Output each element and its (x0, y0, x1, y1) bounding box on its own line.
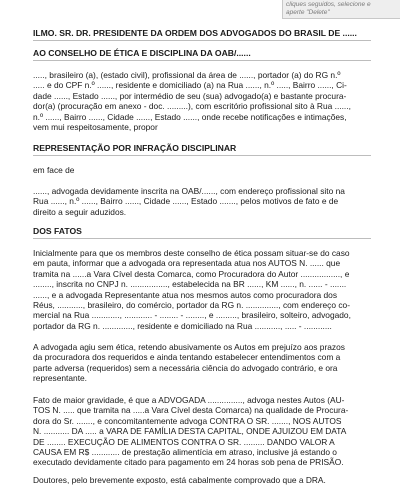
heading-facts: DOS FATOS (33, 226, 82, 236)
text-line: dade ......, Estado ......, por intermédio de seu (sua) advogado(a) e bastante procura- (33, 90, 347, 101)
text-line: direito a seguir aduzidos. (33, 206, 127, 217)
text-line: parte adversa (requeridos) sem a necessária ciência do advogado contrário, e ora (33, 362, 338, 373)
text-line: em face de (33, 165, 75, 175)
text-line: n.º ......, Bairro ......, Cidade ......, Estado ......, onde recebe notificações e intimações, (33, 111, 347, 122)
hint-line: aperte "Delete" (286, 9, 330, 16)
text-line: ......, e a advogada Representante atua nos mesmos autos como procuradora dos (33, 289, 338, 300)
heading-divider (33, 155, 371, 156)
text-line: ......, advogada devidamente inscrita na OAB/......, com endereço profissional sito na (33, 186, 345, 196)
text-line: portador da RG n. ............., residente e domiciliado na Rua ..........., ..... - ............ (33, 320, 332, 331)
text-line: Réus, ..........., brasileiro, do comércio, portador da RG n. .............., com endereço co- (33, 299, 350, 310)
text-line: Inicialmente para que os membros deste conselho de ética possam situar-se do caso (33, 248, 350, 258)
text-line: ..... e do CPF n.º ......, residente e domiciliado (a) na Rua ......, n.º ....., Bairro ......, Ci- (33, 80, 347, 91)
text-line: ....., brasileiro (a), (estado civil), profissional da área de ......, portador (a) do RG n.º (33, 70, 341, 80)
hint-tooltip (282, 0, 400, 19)
paragraph-aggravating-fact (33, 395, 371, 468)
text-line: mercial na Rua ............, ............ - ........ - ........, e ........., brasileiro, solteiro, advogado, (33, 310, 351, 321)
text-line: DE ........ EXECUÇÃO DE ALIMENTOS CONTRA O SR. ......... DANDO VALOR A (33, 436, 335, 447)
paragraph-respondent (33, 186, 371, 217)
paragraph-facts-intro (33, 248, 371, 331)
text-line: Rua ......, n.º ......, Bairro ......, Cidade ......, Estado ......., pelos motivos de fato e de (33, 196, 339, 207)
text-line: CAUSA EM R$ ............ de prestação alimentícia em atraso, inclusive já estando o (33, 446, 337, 457)
text-line: representante. (33, 373, 88, 384)
paragraph-in-face-of (33, 165, 371, 175)
text-line: ........, inscrita no CNPJ n. ................, estabelecida na BR ......, KM ......, n. ...... - ....... (33, 279, 347, 290)
text-line: dor(a) (procuração em anexo - doc. .........), com escritório profissional sito à Rua ......, (33, 101, 351, 112)
heading-divider (33, 238, 371, 239)
text-line: TOS N. ..... que tramita na .....a Vara Cível desta Comarca) na qualidade de Procura- (33, 405, 349, 416)
paragraph-conclusion (33, 475, 371, 485)
text-line: vem mui respeitosamente, propor (33, 121, 158, 132)
heading-representation: REPRESENTAÇÃO POR INFRAÇÃO DISCIPLINAR (33, 143, 237, 153)
text-line: em pauta, informar que a advogada ora representada atua nos AUTOS N. ...... que (33, 258, 341, 269)
paragraph-unethical-conduct (33, 342, 371, 384)
text-line: dora do Sr. ......., e concomitantemente advoga CONTRA O SR. ......., NOS AUTOS (33, 415, 342, 426)
hint-line: cliques seguidos, selecione e (286, 1, 371, 8)
text-line: executado devidamente citado para pagamento em 24 horas sob pena de PRISÃO. (33, 457, 344, 468)
text-line: Fato de maior gravidade, é que a ADVOGADA ..............., advoga nestes Autos (AU- (33, 395, 345, 405)
heading-addressee: ILMO. SR. DR. PRESIDENTE DA ORDEM DOS ADVOGADOS DO BRASIL DE ...... (33, 28, 357, 38)
paragraph-qualification (33, 70, 371, 132)
text-line: Doutores, pelo brevemente exposto, está cabalmente comprovado que a DRA. (33, 475, 326, 485)
heading-divider (33, 40, 371, 41)
text-line: tramita na ......a Vara Cível desta Comarca, como Procuradora do Autor ................., e (33, 268, 350, 279)
heading-divider (33, 60, 371, 61)
text-line: da procuradora dos requeridos e ainda tentando estabelecer entendimentos com a (33, 352, 341, 363)
text-line: A advogada agiu sem ética, retendo abusivamente os Autos em prejuízo aos prazos (33, 342, 345, 352)
heading-council: AO CONSELHO DE ÉTICA E DISCIPLINA DA OAB/...... (33, 48, 251, 58)
text-line: N. ........... DA ..... a VARA DE FAMÍLIA DESTA CAPITAL, ONDE AJUIZOU EM DATA (33, 426, 347, 437)
